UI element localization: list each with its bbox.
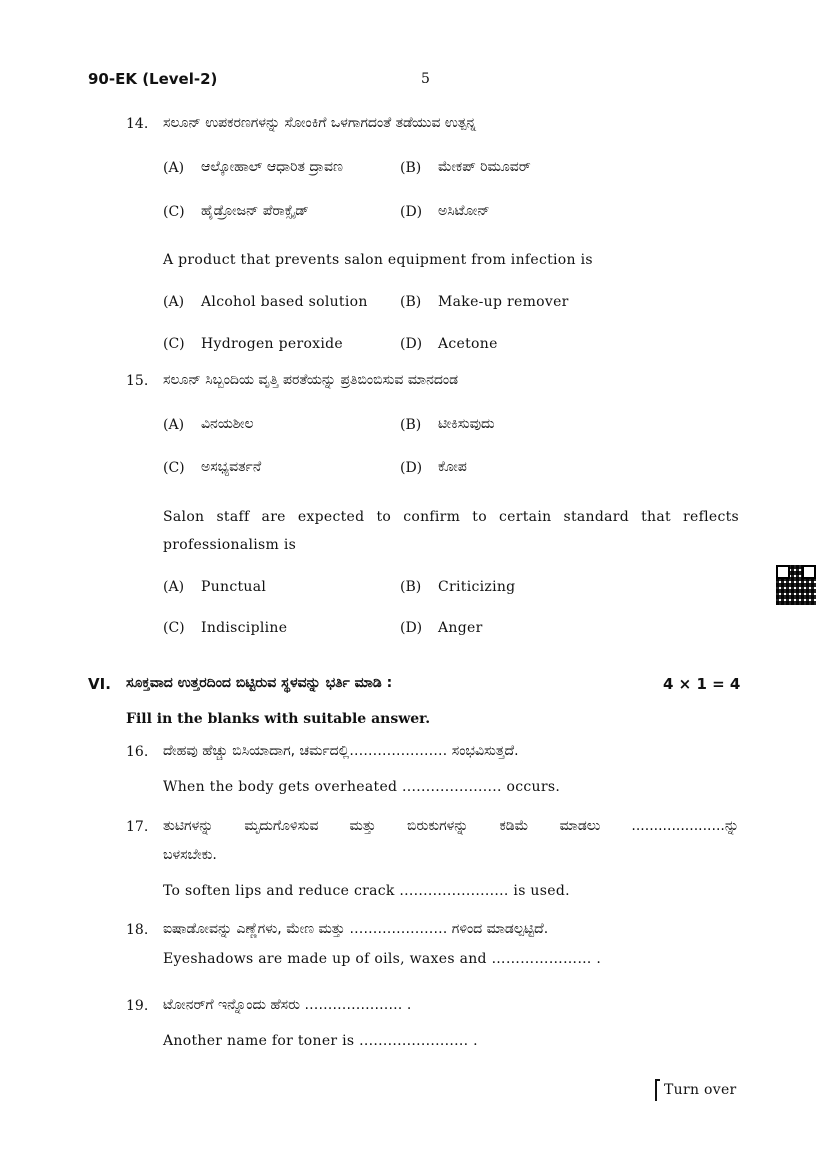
option-kannada: ಕೋಪ: [438, 459, 467, 475]
option-label: (C): [163, 620, 185, 636]
option-kannada: ಟೀಕಿಸುವುದು: [438, 416, 495, 432]
option-label: (D): [400, 336, 423, 352]
question-number: 19.: [126, 998, 149, 1014]
question-kannada: ಸಲೂನ್ ಉಪಕರಣಗಳನ್ನು ಸೋಂಕಿಗೆ ಒಳಗಾಗದಂತೆ ತಡೆಯುವ ಉತ್ಪನ್ನ: [163, 115, 477, 131]
option-label: (D): [400, 204, 423, 220]
option-label: (A): [163, 417, 185, 433]
option-english: Punctual: [201, 579, 267, 595]
option-kannada: ಅಸಭ್ಯವರ್ತನೆ: [201, 459, 262, 475]
question-number: 15.: [126, 373, 149, 389]
question-english: A product that prevents salon equipment from infection is: [163, 252, 593, 268]
option-english: Hydrogen peroxide: [201, 336, 344, 352]
question-number: 18.: [126, 922, 149, 938]
turn-over-label: Turn over: [664, 1082, 737, 1098]
option-label: (D): [400, 620, 423, 636]
question-english: To soften lips and reduce crack ....................... is used.: [163, 883, 570, 899]
question-kannada: ತುಟಿಗಳನ್ನು ಮೃದುಗೊಳಿಸುವ ಮತ್ತು ಬಿರುಕುಗಳನ್ನು ಕಡಿಮೆ ಮಾಡಲು .....................ನ್ನು: [163, 818, 739, 834]
question-english: Eyeshadows are made up of oils, waxes and ………………… .: [163, 951, 602, 967]
qr-code-icon: [776, 565, 816, 605]
option-label: (B): [400, 294, 422, 310]
option-label: (A): [163, 160, 185, 176]
question-english: Salon staff are expected to confirm to certain standard that reflects: [163, 509, 739, 525]
question-number: 16.: [126, 744, 149, 760]
option-english: Indiscipline: [201, 620, 288, 636]
question-english: Another name for toner is ....................... .: [163, 1033, 478, 1049]
option-english: Acetone: [438, 336, 498, 352]
option-label: (B): [400, 417, 422, 433]
option-english: Alcohol based solution: [201, 294, 368, 310]
section-title-kannada: ಸೂಕ್ತವಾದ ಉತ್ತರದಿಂದ ಬಿಟ್ಟಿರುವ ಸ್ಥಳವನ್ನು ಭರ್ತಿ ಮಾಡಿ :: [126, 675, 393, 691]
option-label: (C): [163, 336, 185, 352]
option-english: Anger: [438, 620, 483, 636]
option-label: (D): [400, 460, 423, 476]
option-kannada: ಮೇಕಪ್ ರಿಮೂವರ್: [438, 159, 531, 175]
section-number: VI.: [88, 675, 111, 693]
option-english: Make-up remover: [438, 294, 569, 310]
option-label: (A): [163, 579, 185, 595]
option-label: (C): [163, 204, 185, 220]
question-kannada: ಐಷಾಡೋವನ್ನು ಎಣ್ಣೆಗಳು, ಮೇಣ ಮತ್ತು ………………… ಗಳಿಂದ ಮಾಡಲ್ಪಟ್ಟಿದೆ.: [163, 921, 549, 937]
question-english: When the body gets overheated ..................... occurs.: [163, 779, 561, 795]
option-label: (B): [400, 160, 422, 176]
question-kannada-continued: ಬಳಸಬೇಕು.: [163, 847, 217, 863]
question-english-continued: professionalism is: [163, 537, 297, 553]
question-kannada: ದೇಹವು ಹೆಚ್ಚು ಬಿಸಿಯಾದಾಗ, ಚರ್ಮದಲ್ಲಿ………………… ಸಂಭವಿಸುತ್ತದೆ.: [163, 743, 519, 759]
paper-code: 90-EK (Level-2): [88, 70, 218, 88]
option-label: (C): [163, 460, 185, 476]
section-title-english: Fill in the blanks with suitable answer.: [126, 711, 431, 727]
option-kannada: ಆಲ್ಕೋಹಾಲ್ ಆಧಾರಿತ ದ್ರಾವಣ: [201, 159, 343, 175]
section-marks: 4 × 1 = 4: [663, 675, 741, 693]
question-kannada: ಟೋನರ್‌ಗೆ ಇನ್ನೊಂದು ಹೆಸರು ………………… .: [163, 997, 412, 1013]
option-kannada: ಹೈಡ್ರೋಜನ್ ಪೆರಾಕ್ಸೈಡ್: [201, 203, 309, 219]
question-number: 14.: [126, 116, 149, 132]
option-kannada: ಅಸಿಟೋನ್: [438, 203, 490, 219]
option-kannada: ವಿನಯಶೀಲ: [201, 416, 254, 432]
option-english: Criticizing: [438, 579, 516, 595]
option-label: (A): [163, 294, 185, 310]
option-label: (B): [400, 579, 422, 595]
question-kannada: ಸಲೂನ್ ಸಿಬ್ಬಂದಿಯ ವೃತ್ತಿ ಪರತೆಯನ್ನು ಪ್ರತಿಬಿಂಬಿಸುವ ಮಾನದಂಡ: [163, 372, 459, 388]
question-number: 17.: [126, 819, 149, 835]
page-number: 5: [421, 71, 430, 87]
turn-over-bracket: [655, 1079, 660, 1101]
